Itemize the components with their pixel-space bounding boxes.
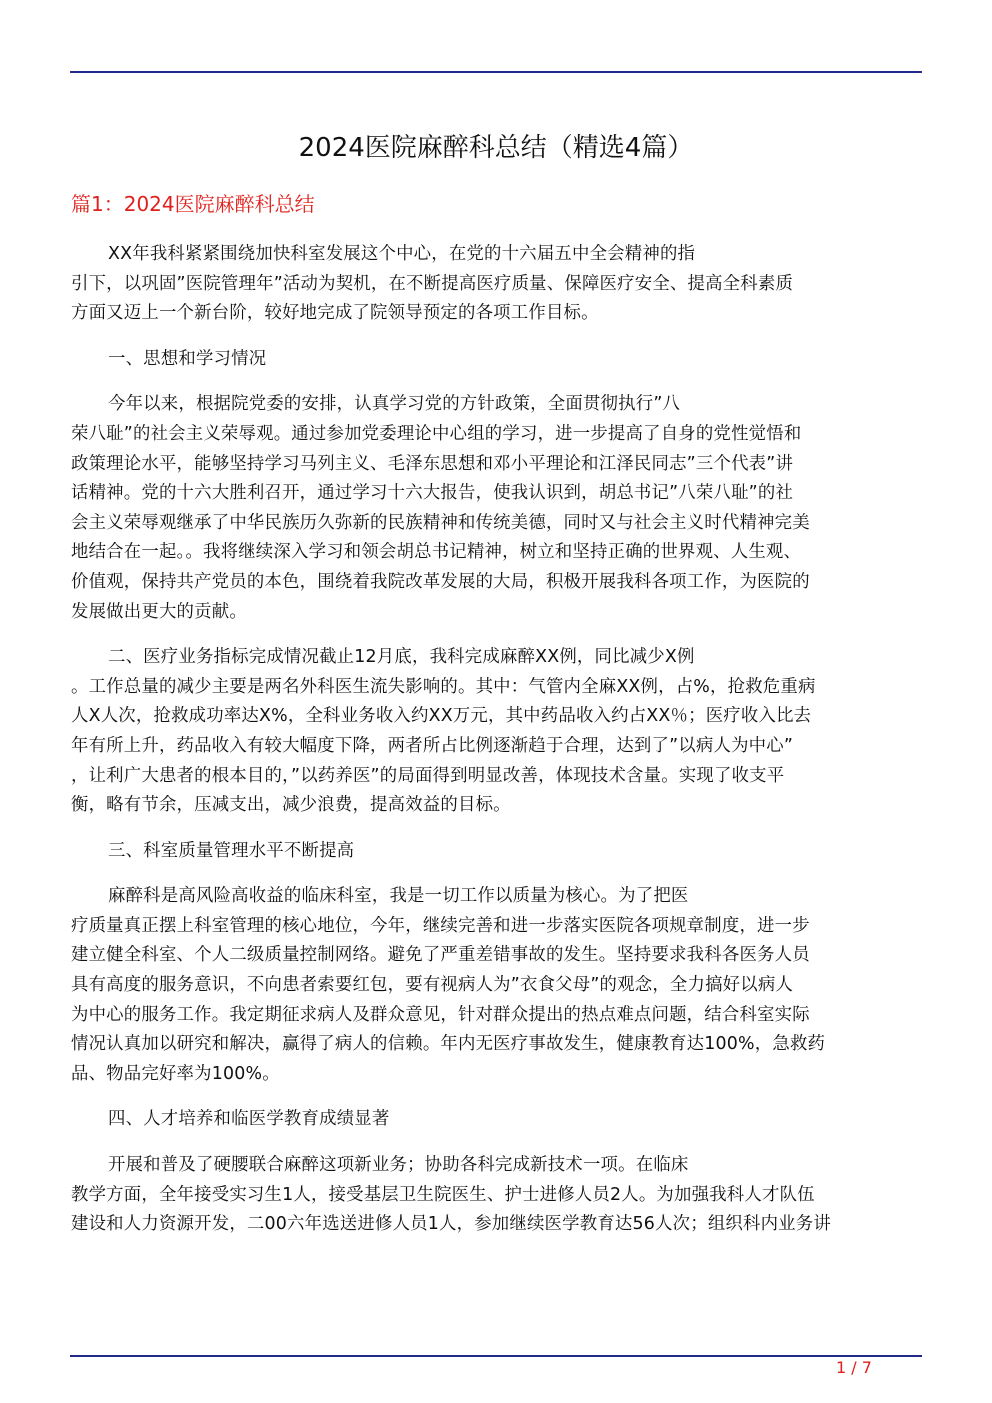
paragraph-line: 麻醉科是高风险高收益的临床科室，我是一切工作以质量为核心。为了把医 xyxy=(108,886,689,907)
paragraph-line: 引下，以巩固”医院管理年”活动为契机，在不断提高医疗质量、保障医疗安全、提高全科素质 xyxy=(71,273,794,294)
paragraph-line: 疗质量真正摆上科室管理的核心地位，今年，继续完善和进一步落实医院各项规章制度，进一步 xyxy=(71,915,810,936)
paragraph-line: 会主义荣辱观继承了中华民族历久弥新的民族精神和传统美德，同时又与社会主义时代精神完美 xyxy=(71,512,810,533)
subheading-line: 一、思想和学习情况 xyxy=(108,348,267,369)
paragraph xyxy=(71,240,923,329)
header-rule xyxy=(70,71,922,73)
paragraph-line: 政策理论水平，能够坚持学习马列主义、毛泽东思想和邓小平理论和江泽民同志”三个代表”讲 xyxy=(71,453,794,474)
paragraph-line: 人X人次，抢救成功率达X%，全科业务收入约XX万元，其中药品收入约占XX％；医疗收入比去 xyxy=(71,706,812,727)
paragraph-line: 开展和普及了硬腰联合麻醉这项新业务；协助各科完成新技术一项。在临床 xyxy=(108,1155,689,1176)
document-body xyxy=(71,240,923,1240)
paragraph-line: 建立健全科室、个人二级质量控制网络。避免了严重差错事故的发生。坚持要求我科各医务人员 xyxy=(71,945,810,966)
document-title: 2024医院麻醉科总结（精选4篇） xyxy=(298,133,694,163)
subheading xyxy=(71,1105,923,1135)
paragraph-line: 。工作总量的减少主要是两名外科医生流失影响的。其中：气管内全麻XX例，占%，抢救危重病 xyxy=(71,676,816,697)
paragraph xyxy=(71,390,923,627)
subheading-line: 四、人才培养和临医学教育成绩显著 xyxy=(108,1109,390,1130)
paragraph-line: 为中心的服务工作。我定期征求病人及群众意见，针对群众提出的热点难点问题，结合科室实际 xyxy=(71,1004,810,1025)
paragraph xyxy=(71,882,923,1089)
paragraph-line: 荣八耻”的社会主义荣辱观。通过参加党委理论中心组的学习，进一步提高了自身的党性觉悟和 xyxy=(71,423,802,444)
section-title: 篇1：2024医院麻醉科总结 xyxy=(71,192,315,216)
paragraph-line: 价值观，保持共产党员的本色，围绕着我院改革发展的大局，积极开展我科各项工作，为医院的 xyxy=(71,571,810,592)
paragraph-line: XX年我科紧紧围绕加快科室发展这个中心，在党的十六届五中全会精神的指 xyxy=(108,244,696,264)
paragraph-line: ，让利广大患者的根本目的，”以药养医”的局面得到明显改善，体现技术含量。实现了收支平 xyxy=(71,765,785,786)
paragraph-line: 二、医疗业务指标完成情况截止12月底，我科完成麻醉XX例，同比减少X例 xyxy=(108,647,695,668)
page-number: 1 / 7 xyxy=(836,1358,872,1377)
paragraph-line: 年有所上升，药品收入有较大幅度下降，两者所占比例逐渐趋于合理，达到了”以病人为中心” xyxy=(71,735,794,756)
subheading xyxy=(71,345,923,375)
footer-rule xyxy=(70,1355,922,1357)
paragraph-line: 建设和人力资源开发，二00六年选送进修人员1人，参加继续医学教育达56人次；组织科内业务讲 xyxy=(71,1214,831,1235)
paragraph xyxy=(71,643,923,821)
paragraph-line: 品、物品完好率为100%。 xyxy=(71,1063,280,1084)
paragraph-line: 具有高度的服务意识，不向患者索要红包，要有视病人为”衣食父母”的观念，全力搞好以病人 xyxy=(71,975,794,996)
paragraph-line: 地结合在一起。。我将继续深入学习和领会胡总书记精神，树立和坚持正确的世界观、人生观、 xyxy=(71,542,802,563)
paragraph-line: 话精神。党的十六大胜利召开，通过学习十六大报告，使我认识到，胡总书记”八荣八耻”的社 xyxy=(71,483,794,504)
paragraph-line: 发展做出更大的贡献。 xyxy=(71,601,247,622)
paragraph xyxy=(71,1151,923,1240)
subheading xyxy=(71,837,923,867)
paragraph-line: 情况认真加以研究和解决，赢得了病人的信赖。年内无医疗事故发生，健康教育达100%，急救药 xyxy=(71,1034,826,1055)
paragraph-line: 教学方面，全年接受实习生1人，接受基层卫生院医生、护士进修人员2人。为加强我科人才队伍 xyxy=(71,1184,815,1205)
paragraph-line: 今年以来，根据院党委的安排，认真学习党的方针政策，全面贯彻执行”八 xyxy=(108,394,681,415)
paragraph-line: 衡，略有节余，压减支出，减少浪费，提高效益的目标。 xyxy=(71,795,511,816)
subheading-line: 三、科室质量管理水平不断提高 xyxy=(108,840,355,861)
paragraph-line: 方面又迈上一个新台阶，较好地完成了院领导预定的各项工作目标。 xyxy=(71,303,599,324)
